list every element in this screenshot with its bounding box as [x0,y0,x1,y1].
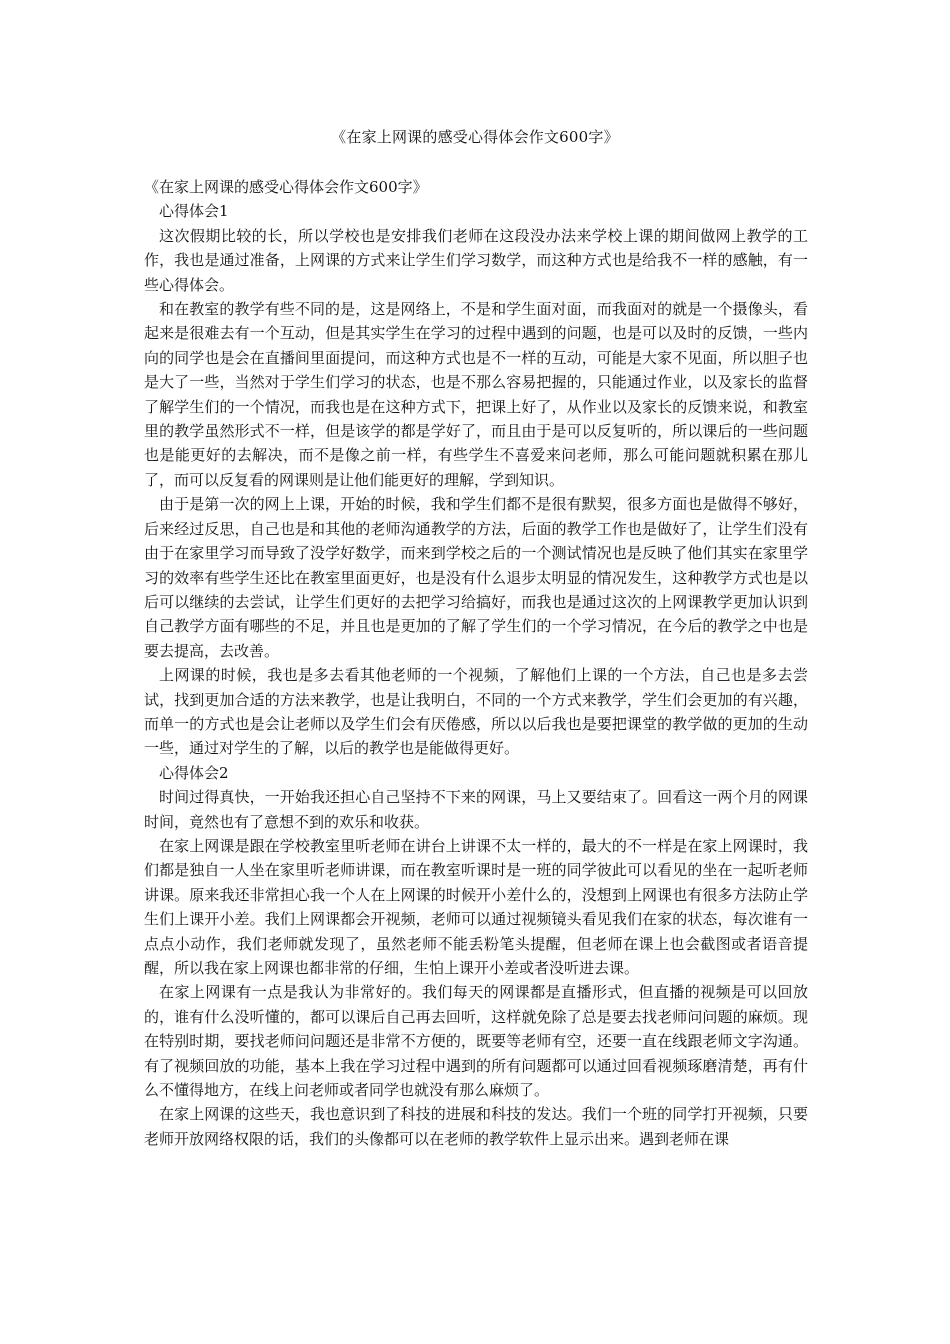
paragraph-3: 由于是第一次的网上上课，开始的时候，我和学生们都不是很有默契，很多方面也是做得不够好，后来经过反思，自己也是和其他的老师沟通教学的方法，后面的教学工作也是做好了，让学生们没有由于在家里学习而导致了没学好数学，而来到学校之后的一个测试情况也是反映了他们其实在家里学习的效率有些学生还比在教室里面更好，也是没有什么退步太明显的情况发生，这种教学方式也是以后可以继续的去尝试，让学生们更好的去把学习给搞好，而我也是通过这次的上网课教学更加认识到自己教学方面有哪些的不足，并且也是更加的了解了学生们的一个学习情况，在今后的教学之中也是要去提高，去改善。 [144,495,808,660]
paragraph-6: 在家上网课是跟在学校教室里听老师在讲台上讲课不太一样的，最大的不一样是在家上网课时，我们都是独自一人坐在家里听老师讲课，而在教室听课时是一班的同学彼此可以看见的坐在一起听老师讲课。原来我还非常担心我一个人在上网课的时候开小差什么的，没想到上网课也有很多方法防止学生们上课开小差。我们上网课都会开视频，老师可以通过视频镜头看见我们在家的状态，每次谁有一点点小动作，我们老师就发现了，虽然老师不能丢粉笔头提醒，但老师在课上也会截图或者语音提醒，所以我在家上网课也都非常的仔细，生怕上课开小差或者没听进去课。 [144,836,808,977]
paragraph-2: 和在教室的教学有些不同的是，这是网络上，不是和学生面对面，而我面对的就是一个摄像头，看起来是很难去有一个互动，但是其实学生在学习的过程中遇到的问题，也是可以及时的反馈，一些内向的同学也是会在直播间里面提问，而这种方式也是不一样的互动，可能是大家不见面，所以胆子也是大了一些，当然对于学生们学习的状态，也是不那么容易把握的，只能通过作业，以及家长的监督了解学生们的一个情况，而我也是在这种方式下，把课上好了，从作业以及家长的反馈来说，和教室里的教学虽然形式不一样，但是该学的都是学好了，而且由于是可以反复听的，所以课后的一些问题也是能更好的去解决，而不是像之前一样，有些学生不喜爱来问老师，那么可能问题就积累在那儿了，而可以反复看的网课则是让他们能更好的理解，学到知识。 [144,300,808,489]
document-body [144,175,808,1151]
section-heading-1: 心得体会1 [159,202,229,221]
article-heading: 《在家上网课的感受心得体会作文600字》 [144,178,428,196]
paragraph-5: 时间过得真快，一开始我还担心自己坚持不下来的网课，马上又要结束了。回看这一两个月的网课时间，竟然也有了意想不到的欢乐和收获。 [144,788,808,831]
paragraph-4: 上网课的时候，我也是多去看其他老师的一个视频，了解他们上课的一个方法，自己也是多去尝试，找到更加合适的方法来教学，也是让我明白，不同的一个方式来教学，学生们会更加的有兴趣，而单一的方式也是会让老师以及学生们会有厌倦感，所以以后我也是要把课堂的教学做的更加的生动一些，通过对学生的了解，以后的教学也是能做得更好。 [144,666,808,758]
paragraph-1: 这次假期比较的长，所以学校也是安排我们老师在这段没办法来学校上课的期间做网上教学的工作，我也是通过准备，上网课的方式来让学生们学习数学，而这种方式也是给我不一样的感触，有一些心得体会。 [144,226,808,294]
section-heading-2: 心得体会2 [159,763,229,782]
document-title: 《在家上网课的感受心得体会作文600字》 [331,128,619,146]
paragraph-8: 在家上网课的这些天，我也意识到了科技的进展和科技的发达。我们一个班的同学打开视频，只要老师开放网络权限的话，我们的头像都可以在老师的教学软件上显示出来。遇到老师在课 [144,1105,808,1148]
paragraph-7: 在家上网课有一点是我认为非常好的。我们每天的网课都是直播形式，但直播的视频是可以回放的，谁有什么没听懂的，都可以课后自己再去回听，这样就免除了总是要去找老师问问题的麻烦。现在特别时期，要找老师问问题还是非常不方便的，既要等老师有空，还要一直在线跟老师文字沟通。有了视频回放的功能，基本上我在学习过程中遇到的所有问题都可以通过回看视频琢磨清楚，再有什么不懂得地方，在线上问老师或者同学也就没有那么麻烦了。 [144,983,808,1100]
